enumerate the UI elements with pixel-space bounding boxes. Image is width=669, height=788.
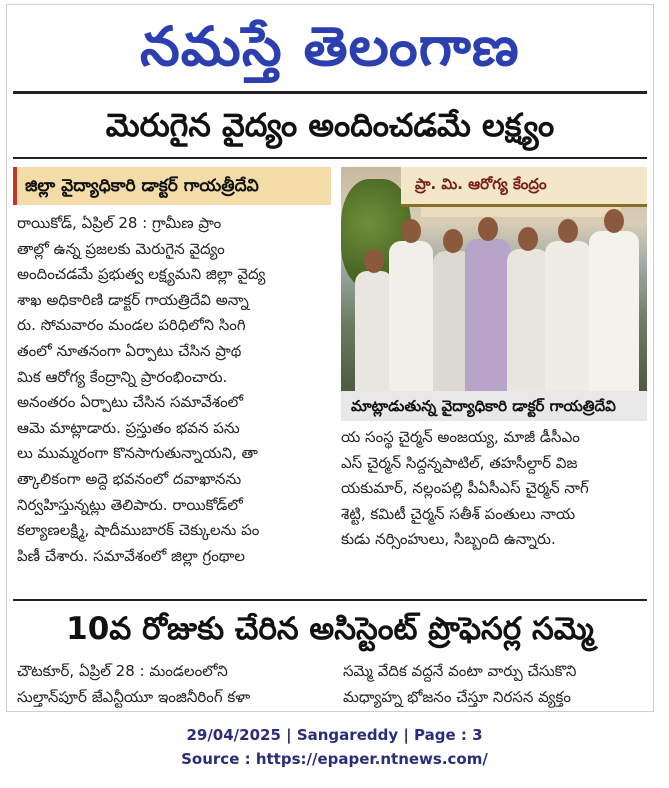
- headline-rule: [13, 157, 647, 159]
- photo-banner-strip: [421, 207, 621, 217]
- text-line: చౌటకూర్, ఏప్రిల్ 28 : మండలంలోని: [17, 662, 228, 680]
- text-line: యకుమార్, నల్లంపల్లి పీఏసీఎస్ చైర్మన్ నాగ్: [341, 479, 589, 498]
- text-line: ఆమె మాట్లాడారు. ప్రస్తుతం భవన పను: [17, 418, 240, 437]
- text-line: ఎస్ చైర్మన్ సిద్దన్నపాటిల్, తహసీల్దార్ విజ: [341, 453, 578, 472]
- text-line: కల్యాణలక్ష్మి, షాదీముబారక్ చెక్కులను పం: [17, 521, 260, 540]
- masthead: [7, 5, 653, 89]
- photo-caption: మాట్లాడుతున్న వైద్యాధికారి డాక్టర్ గాయత్రిదేవి: [341, 391, 647, 421]
- text-line: అనంతరం ఏర్పాటు చేసిన సమావేశంలో: [17, 393, 244, 412]
- photo-person: [355, 271, 393, 391]
- photo-person: [507, 249, 549, 391]
- article1-column-1: [17, 211, 333, 569]
- text-line: కుడు నర్సింహులు, సిబ్బంది ఉన్నారు.: [341, 530, 556, 549]
- article1-column-2: [341, 425, 647, 553]
- footer-source: Source : https://epaper.ntnews.com/: [181, 750, 488, 768]
- text-line: శెట్టి, కమిటీ చైర్మన్ సతీశ్ పంతులు నాయ: [341, 504, 576, 523]
- article-separator: [13, 599, 647, 601]
- article2-column-2: [343, 659, 649, 710]
- text-line: అందించడమే ప్రభుత్వ లక్ష్యమని జిల్లా వైద్య: [17, 265, 266, 284]
- article2-column-1: [17, 659, 325, 710]
- photo-person: [465, 239, 511, 391]
- article1-headline: మెరుగైన వైద్యం అందించడమే లక్ష్యం: [105, 106, 555, 144]
- article2-headline: 10వ రోజుకు చేరిన అసిస్టెంట్ ప్రొఫెసర్ల సమ్మె: [66, 611, 594, 647]
- text-line: మిక ఆరోగ్య కేంద్రాన్ని ప్రారంభించారు.: [17, 367, 228, 386]
- photo-person: [545, 241, 591, 391]
- text-line: తాల్లో ఉన్న ప్రజలకు మెరుగైన వైద్యం: [17, 239, 225, 258]
- text-line: త్కాలికంగా అద్దె భవనంలో దవాఖానను: [17, 469, 242, 488]
- text-line: తంలో నూతనంగా ఏర్పాటు చేసిన ప్రాథ: [17, 341, 242, 360]
- text-line: మధ్యాహ్న భోజనం చేస్తూ నిరసన వ్యక్తం: [343, 687, 571, 706]
- text-line: సుల్తాన్‌పూర్ జేఎన్టీయూ ఇంజినీరింగ్ కళా: [17, 687, 251, 706]
- text-line: నిర్వహిస్తున్నట్లు తెలిపారు. రాయికోడ్‌లో: [17, 495, 243, 514]
- article1-subhead: జిల్లా వైద్యాధికారి డాక్టర్ గాయత్రీదేవి: [13, 167, 331, 205]
- text-line: లు ముమ్మరంగా కొనసాగుతున్నాయని, తా: [17, 444, 258, 463]
- newspaper-clipping: [6, 4, 654, 712]
- text-line: సమ్మె వేదిక వద్దనే వంటా వార్పు చేసుకొని: [343, 662, 577, 680]
- photo-person: [389, 241, 433, 391]
- photo-banner: ప్రా. మి. ఆరోగ్య కేంద్రం: [401, 167, 647, 207]
- masthead-rule: [13, 91, 647, 94]
- masthead-title: నమస్తే తెలంగాణ: [140, 15, 520, 78]
- footer-date-page: 29/04/2025 | Sangareddy | Page : 3: [186, 726, 483, 744]
- text-line: శాఖ అధికారిణి డాక్టర్ గాయత్రిదేవి అన్నా: [17, 290, 249, 309]
- text-line: పిణీ చేశారు. సమావేశంలో జిల్లా గ్రంథాల: [17, 546, 246, 565]
- text-line: య సంస్థ చైర్మన్ అంజయ్య, మాజీ డీసీఎం: [341, 428, 580, 446]
- text-line: రు. సోమవారం మండల పరిధిలోని సింగి: [17, 316, 246, 335]
- article-photo: [341, 167, 647, 391]
- photo-person: [589, 231, 639, 391]
- text-line: రాయికోడ్, ఏప్రిల్ 28 : గ్రామీణ ప్రాం: [17, 214, 222, 232]
